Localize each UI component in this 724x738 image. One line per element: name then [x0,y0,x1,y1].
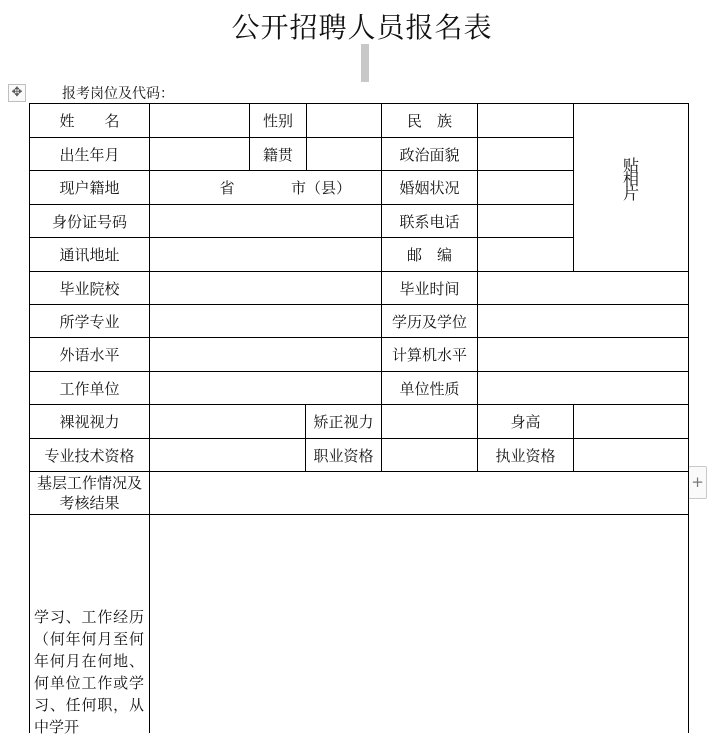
id-number-field[interactable] [150,205,381,237]
graduation-time-label: 毕业时间 [399,279,460,298]
marital-status-label: 婚姻状况 [399,179,460,197]
photo-box[interactable] [574,104,688,271]
photo-char: 贴 [623,155,640,175]
height-label: 身高 [510,413,541,431]
political-status-field[interactable] [478,138,573,170]
naked-vision-label: 裸视视力 [59,413,120,431]
grassroots-field[interactable] [150,472,688,514]
computer-level-field[interactable] [478,338,688,371]
post-code-label[interactable]: 报考岗位及代码： [62,86,174,102]
tech-qualification-field[interactable] [150,439,305,471]
naked-vision-field[interactable] [150,405,305,438]
native-place-label: 籍贯 [262,145,293,164]
vocational-qualification-field[interactable] [382,439,477,471]
move-icon[interactable]: ✥ [8,84,26,102]
city-text: 市（县） [290,179,351,197]
employer-field[interactable] [150,372,381,404]
tech-qualification-label: 专业技术资格 [44,446,135,465]
degree-label: 学历及学位 [391,312,467,331]
postcode-label: 邮 编 [406,246,452,264]
school-field[interactable] [150,272,381,304]
major-label: 所学专业 [59,312,120,331]
foreign-language-label: 外语水平 [59,346,120,364]
degree-field[interactable] [478,305,688,337]
corrected-vision-label: 矫正视力 [313,413,374,431]
history-field[interactable] [150,515,688,733]
province-text: 省 [219,179,235,197]
id-number-label: 身份证号码 [51,212,127,231]
phone-label: 联系电话 [399,212,460,231]
text-cursor [361,44,369,82]
grid-line [688,103,689,733]
form-title: 公开招聘人员报名表 [231,11,493,44]
school-label: 毕业院校 [59,279,120,298]
phone-field[interactable] [478,205,573,237]
employer-label: 工作单位 [59,379,120,398]
practice-qualification-field[interactable] [574,439,688,471]
residence-label: 现户籍地 [59,179,120,197]
vocational-qualification-label: 职业资格 [313,446,374,465]
computer-level-label: 计算机水平 [391,346,467,364]
birth-label: 出生年月 [59,145,120,164]
ethnicity-label: 民 族 [406,112,452,130]
employer-type-field[interactable] [478,372,688,404]
photo-char: 相 [623,169,640,189]
name-label: 姓 名 [59,112,120,130]
address-field[interactable] [150,238,381,271]
political-status-label: 政治面貌 [399,145,460,164]
photo-label [623,155,640,205]
photo-char: 片 [623,183,640,203]
history-label: 学习、工作经历（何年何月至何年何月在何地、何单位工作或学习、任何职，从中学开 [34,608,144,736]
gender-label: 性别 [262,112,293,130]
employer-type-label: 单位性质 [399,379,460,398]
birth-field[interactable] [150,138,249,170]
practice-qualification-label: 执业资格 [495,446,556,465]
plus-icon[interactable]: + [688,466,707,499]
address-label: 通讯地址 [59,246,120,264]
marital-status-field[interactable] [478,171,573,204]
grassroots-label: 基层工作情况及考核结果 [36,474,142,512]
ethnicity-field[interactable] [478,104,573,137]
graduation-time-field[interactable] [478,272,688,304]
height-field[interactable] [574,405,688,438]
major-field[interactable] [150,305,381,337]
corrected-vision-field[interactable] [382,405,477,438]
name-field[interactable] [150,104,249,137]
gender-field[interactable] [307,104,381,137]
foreign-language-field[interactable] [150,338,381,371]
native-place-field[interactable] [307,138,381,170]
postcode-field[interactable] [478,238,573,271]
